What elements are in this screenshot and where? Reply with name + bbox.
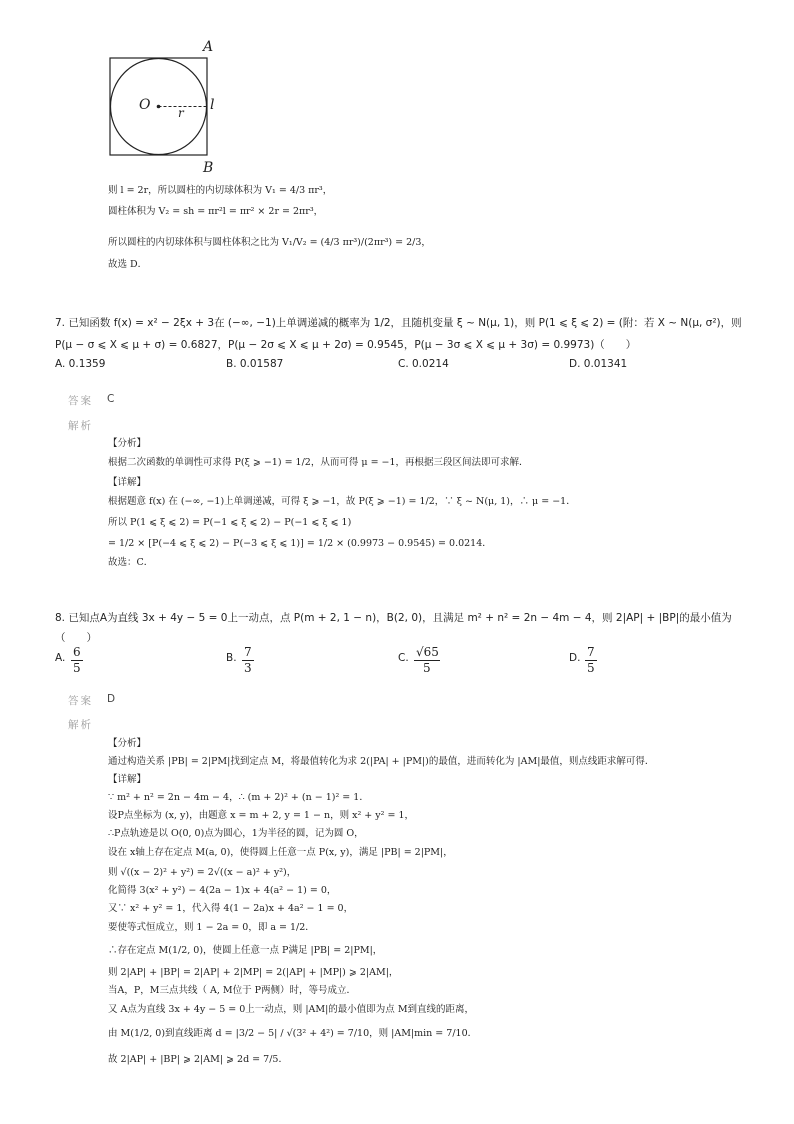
q8-line-5: 则 √((x − 2)² + y²) = 2√((x − a)² + y²)， <box>108 867 297 878</box>
q8-stem-line-2: （ ） <box>55 632 97 644</box>
q7-xiangjie-heading: 【详解】 <box>108 477 147 488</box>
label-r: r <box>178 106 184 120</box>
q8-option-c-denominator: 5 <box>423 661 431 675</box>
q8-line-6: 化简得 3(x² + y²) − 4(2a − 1)x + 4(a² − 1) = 0， <box>108 885 337 896</box>
q8-option-d-numerator: 7 <box>587 645 595 659</box>
q8-analysis-label: 解析 <box>68 719 93 731</box>
top-solution-line-4: 故选 D． <box>108 259 148 270</box>
q8-fenxi-text: 通过构造关系 |PB| = 2|PM|找到定点 M，将最值转化为求 2(|PA| + |PM|)的最值，进而转化为 |AM|最值，则点线距求解可得． <box>108 756 655 767</box>
q8-answer-value: D <box>107 693 116 705</box>
q7-stem-line-2: P(μ − σ ⩽ X ⩽ μ + σ) = 0.6827，P(μ − 2σ ⩽ X ⩽ μ + 2σ) = 0.9545，P(μ − 3σ ⩽ X ⩽ μ + 3σ) = 0.9973)（ ） <box>55 339 637 351</box>
q8-line-12: 又 A点为直线 3x + 4y − 5 = 0上一动点，则 |AM|的最小值即为点 M到直线的距离， <box>108 1004 475 1015</box>
q7-step-1: 根据题意 f(x) 在 (−∞, −1)上单调递减，可得 ξ ⩾ −1，故 P(ξ ⩾ −1) = 1/2，∵ ξ ~ N(μ, 1)，∴ μ = −1． <box>108 496 576 507</box>
q7-option-d: D. 0.01341 <box>569 358 628 370</box>
top-solution-line-3: 所以圆柱的内切球体积与圆柱体积之比为 V₁/V₂ = (4/3 πr³)/(2πr³) = 2/3， <box>108 237 431 248</box>
q8-option-c-numerator: √65 <box>416 645 439 659</box>
q8-fenxi-heading: 【分析】 <box>108 738 147 749</box>
label-O: O <box>139 97 151 113</box>
label-l: l <box>210 97 215 113</box>
q7-option-b: B. 0.01587 <box>226 358 284 370</box>
q8-line-11: 当A，P，M三点共线（ A, M位于 P两侧）时，等号成立． <box>108 985 357 996</box>
q8-answer-label: 答案 <box>68 695 93 707</box>
q8-option-d-denominator: 5 <box>587 661 595 675</box>
q8-option-a-letter: A. <box>55 652 66 664</box>
q8-option-b-letter: B. <box>226 652 237 664</box>
q8-option-b-denominator: 3 <box>244 661 252 675</box>
q8-option-c-letter: C. <box>398 652 409 664</box>
q8-line-14: 故 2|AP| + |BP| ⩾ 2|AM| ⩾ 2d = 7/5． <box>108 1054 288 1065</box>
label-B: B <box>203 160 214 176</box>
q8-line-10: 则 2|AP| + |BP| = 2|AP| + 2|MP| = 2(|AP| + |MP|) ⩾ 2|AM|， <box>108 967 399 978</box>
q7-option-a: A. 0.1359 <box>55 358 106 370</box>
q7-answer-value: C <box>107 393 115 405</box>
q8-option-b-numerator: 7 <box>244 645 252 659</box>
q7-step-3: = 1/2 × [P(−4 ⩽ ξ ⩽ 2) − P(−3 ⩽ ξ ⩽ 1)] = 1/2 × (0.9973 − 0.9545) = 0.0214． <box>108 538 492 549</box>
sphere-in-cylinder-figure <box>100 38 225 178</box>
q8-line-4: 设在 x轴上存在定点 M(a, 0)，使得圆上任意一点 P(x, y)，满足 |PB| = 2|PM|， <box>108 847 453 858</box>
q7-fenxi-text: 根据二次函数的单调性可求得 P(ξ ⩾ −1) = 1/2，从而可得 μ = −1，再根据三段区间法即可求解． <box>108 457 529 468</box>
q7-step-4: 故选：C． <box>108 557 154 568</box>
q7-analysis-label: 解析 <box>68 420 93 432</box>
q8-option-d-letter: D. <box>569 652 581 664</box>
q8-option-a-numerator: 6 <box>73 645 81 659</box>
q7-option-c: C. 0.0214 <box>398 358 449 370</box>
q7-fenxi-heading: 【分析】 <box>108 438 147 449</box>
q7-stem-line-1: 7. 已知函数 f(x) = x² − 2ξx + 3在 (−∞, −1)上单调递减的概率为 1/2，且随机变量 ξ ~ N(μ, 1)，则 P(1 ⩽ ξ ⩽ 2) = (附：若 X ~ N(μ, σ²)，则 <box>55 317 742 329</box>
q8-line-2: 设P点坐标为 (x, y)，由题意 x = m + 2, y = 1 − n，则 x² + y² = 1， <box>108 810 414 821</box>
top-solution-line-1: 则 l = 2r，所以圆柱的内切球体积为 V₁ = 4/3 πr³， <box>108 185 333 196</box>
label-A: A <box>203 39 214 55</box>
q8-line-8: 要使等式恒成立，则 1 − 2a = 0，即 a = 1/2． <box>108 922 315 933</box>
q8-line-13: 由 M(1/2, 0)到直线距离 d = |3/2 − 5| / √(3² + 4²) = 7/10，则 |AM|min = 7/10． <box>108 1028 478 1039</box>
q8-line-7: 又∵ x² + y² = 1，代入得 4(1 − 2a)x + 4a² − 1 = 0， <box>108 903 354 914</box>
q8-option-a-denominator: 5 <box>73 661 81 675</box>
top-solution-line-2: 圆柱体积为 V₂ = sh = πr²l = πr² × 2r = 2πr³， <box>108 206 324 217</box>
q8-line-9: ∴存在定点 M(1/2, 0)，使圆上任意一点 P满足 |PB| = 2|PM|， <box>108 945 383 956</box>
q8-stem-line-1: 8. 已知点A为直线 3x + 4y − 5 = 0上一动点，点 P(m + 2, 1 − n)，B(2, 0)，且满足 m² + n² = 2n − 4m − 4，则 2|AP| + |BP|的最小值为 <box>55 612 732 624</box>
q8-line-1: ∵ m² + n² = 2n − 4m − 4，∴ (m + 2)² + (n − 1)² = 1． <box>108 792 369 803</box>
q7-step-2: 所以 P(1 ⩽ ξ ⩽ 2) = P(−1 ⩽ ξ ⩽ 2) − P(−1 ⩽ ξ ⩽ 1) <box>108 517 352 528</box>
q8-line-3: ∴P点轨迹是以 O(0, 0)点为圆心，1为半径的圆，记为圆 O， <box>108 828 364 839</box>
q8-xiangjie-heading: 【详解】 <box>108 774 147 785</box>
q7-answer-label: 答案 <box>68 395 93 407</box>
